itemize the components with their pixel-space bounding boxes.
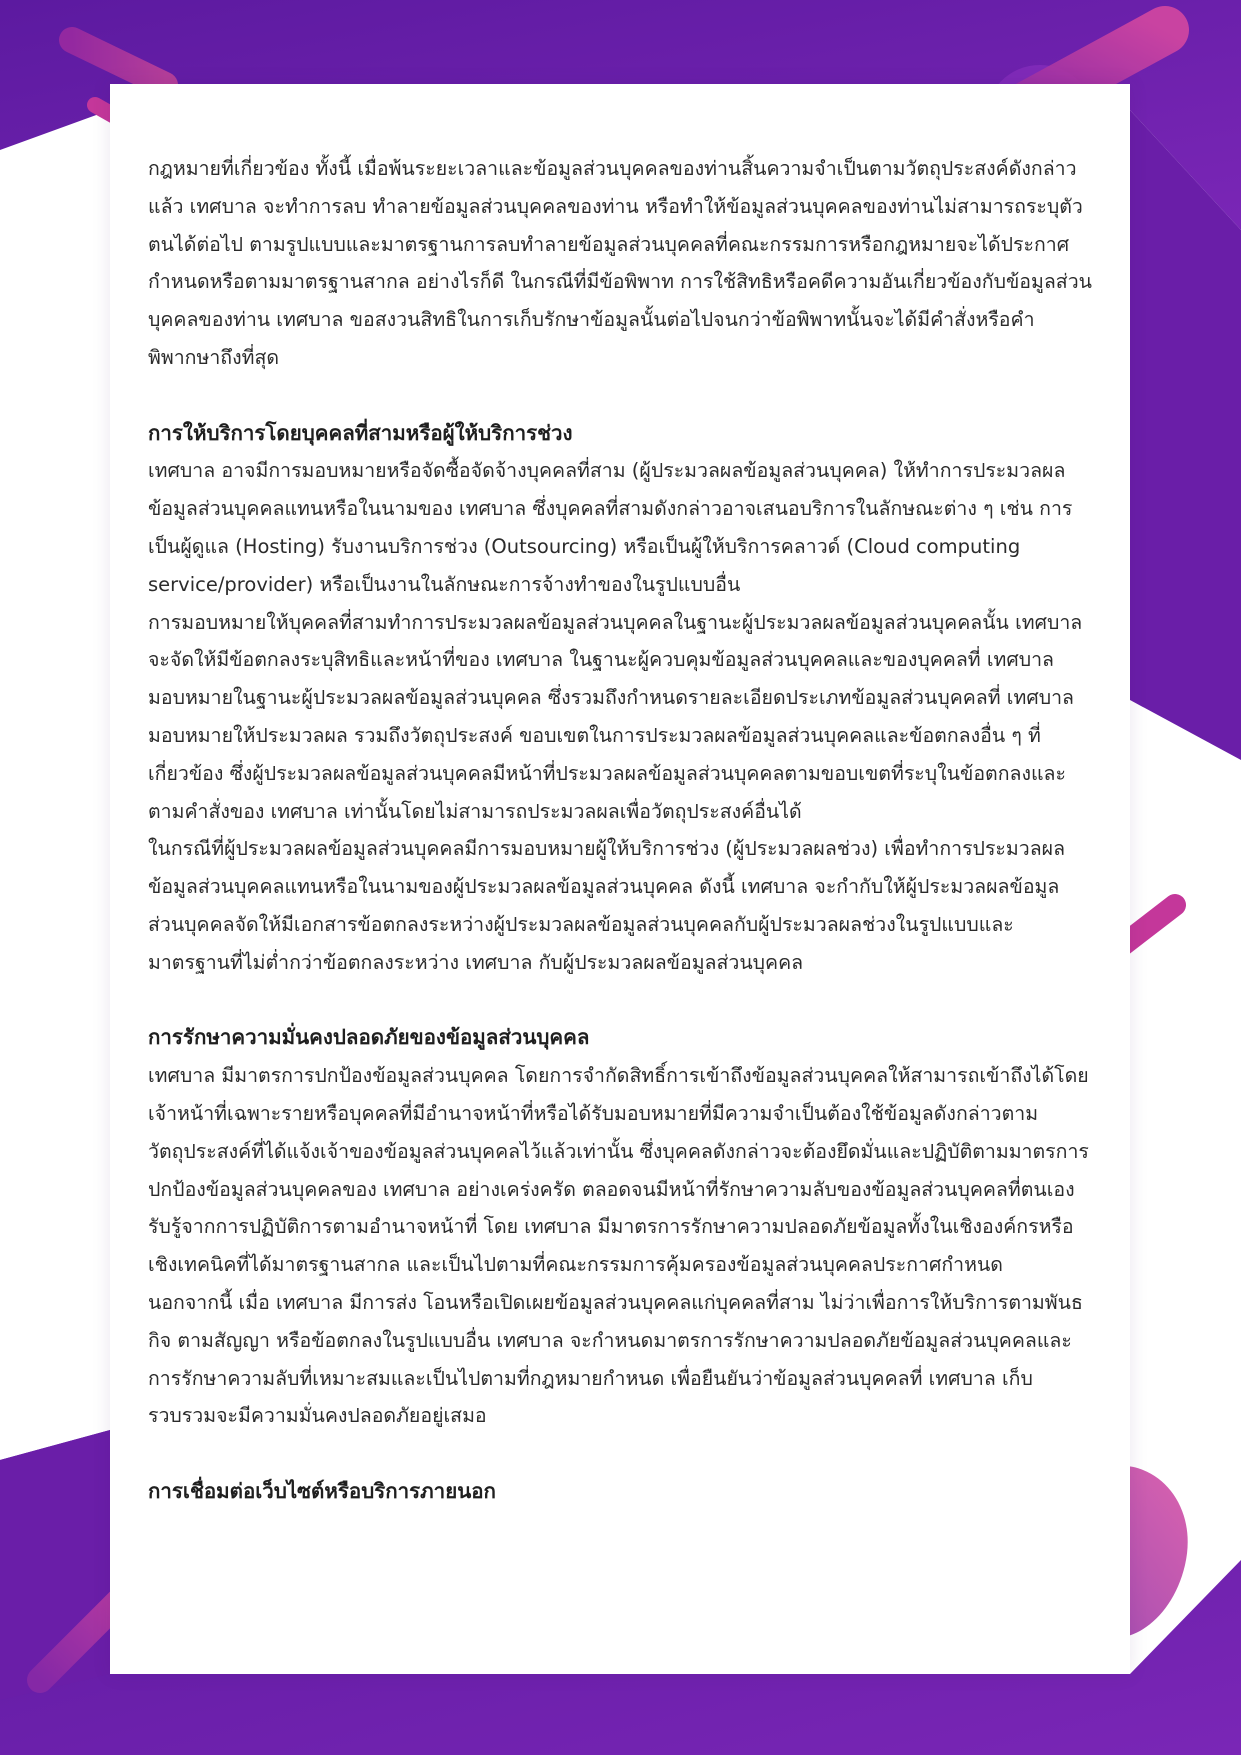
paragraph: เทศบาล อาจมีการมอบหมายหรือจัดซื้อจัดจ้างบุคคลที่สาม (ผู้ประมวลผลข้อมูลส่วนบุคคล) ให้ทำการประมวลผลข้อมูลส่วนบุคคลแทนหรือในนามของ เทศบาล ซึ่งบุคคลที่สามดังกล่าวอาจเสนอบริการในลักษณะต่าง ๆ เช่น การเป็นผู้ดูแล (Hosting) รับงานบริการช่วง (Outsourcing) หรือเป็นผู้ให้บริการคลาวด์ (Cloud computing service/provider) หรือเป็นงานในลักษณะการจ้างทำของในรูปแบบอื่น <box>148 459 1073 596</box>
paragraph: การมอบหมายให้บุคคลที่สามทำการประมวลผลข้อมูลส่วนบุคคลในฐานะผู้ประมวลผลข้อมูลส่วนบุคคลนั้น เทศบาล จะจัดให้มีข้อตกลงระบุสิทธิและหน้าที่ของ เทศบาล ในฐานะผู้ควบคุมข้อมูลส่วนบุคคลและของบุคคลที่ เทศบาล มอบหมายในฐานะผู้ประมวลผลข้อมูลส่วนบุคคล ซึ่งรวมถึงกำหนดรายละเอียดประเภทข้อมูลส่วนบุคคลที่ เทศบาล มอบหมายให้ประมวลผล รวมถึงวัตถุประสงค์ ขอบเขตในการประมวลผลข้อมูลส่วนบุคคลและข้อตกลงอื่น ๆ ที่เกี่ยวข้อง ซึ่งผู้ประมวลผลข้อมูลส่วนบุคคลมีหน้าที่ประมวลผลข้อมูลส่วนบุคคลตามขอบเขตที่ระบุในข้อตกลงและตามคำสั่งของ เทศบาล เท่านั้นโดยไม่สามารถประมวลผลเพื่อวัตถุประสงค์อื่นได้ <box>148 610 1083 823</box>
paragraph: ในกรณีที่ผู้ประมวลผลข้อมูลส่วนบุคคลมีการมอบหมายผู้ให้บริการช่วง (ผู้ประมวลผลช่วง) เพื่อทำการประมวลผลข้อมูลส่วนบุคคลแทนหรือในนามของผู้ประมวลผลข้อมูลส่วนบุคคล ดังนี้ เทศบาล จะกำกับให้ผู้ประมวลผลข้อมูลส่วนบุคคลจัดให้มีเอกสารข้อตกลงระหว่างผู้ประมวลผลข้อมูลส่วนบุคคลกับผู้ประมวลผลช่วงในรูปแบบและมาตรฐานที่ไม่ต่ำกว่าข้อตกลงระหว่าง เทศบาล กับผู้ประมวลผลข้อมูลส่วนบุคคล <box>148 837 1066 974</box>
section-heading-outsourcing: การให้บริการโดยบุคคลที่สามหรือผู้ให้บริการช่วง <box>148 420 573 445</box>
section-heading-external: การเชื่อมต่อเว็บไซต์หรือบริการภายนอก <box>148 1478 496 1503</box>
section-heading-security: การรักษาความมั่นคงปลอดภัยของข้อมูลส่วนบุคคล <box>148 1025 590 1050</box>
paragraph: นอกจากนี้ เมื่อ เทศบาล มีการส่ง โอนหรือเปิดเผยข้อมูลส่วนบุคคลแก่บุคคลที่สาม ไม่ว่าเพื่อการให้บริการตามพันธกิจ ตามสัญญา หรือข้อตกลงในรูปแบบอื่น เทศบาล จะกำหนดมาตรการรักษาความปลอดภัยข้อมูลส่วนบุคคลและการรักษาความลับที่เหมาะสมและเป็นไปตามที่กฎหมายกำหนด เพื่อยืนยันว่าข้อมูลส่วนบุคคลที่ เทศบาล เก็บรวบรวมจะมีความมั่นคงปลอดภัยอยู่เสมอ <box>148 1290 1083 1428</box>
document-body <box>148 150 1093 1511</box>
paragraph: เทศบาล มีมาตรการปกป้องข้อมูลส่วนบุคคล โดยการจำกัดสิทธิ์การเข้าถึงข้อมูลส่วนบุคคลให้สามารถเข้าถึงได้โดยเจ้าหน้าที่เฉพาะรายหรือบุคคลที่มีอำนาจหน้าที่หรือได้รับมอบหมายที่มีความจำเป็นต้องใช้ข้อมูลดังกล่าวตามวัตถุประสงค์ที่ได้แจ้งเจ้าของข้อมูลส่วนบุคคลไว้แล้วเท่านั้น ซึ่งบุคคลดังกล่าวจะต้องยึดมั่นและปฏิบัติตามมาตรการปกป้องข้อมูลส่วนบุคคลของ เทศบาล อย่างเคร่งครัด ตลอดจนมีหน้าที่รักษาความลับของข้อมูลส่วนบุคคลที่ตนเองรับรู้จากการปฏิบัติการตามอำนาจหน้าที่ โดย เทศบาล มีมาตรการรักษาความปลอดภัยข้อมูลทั้งในเชิงองค์กรหรือเชิงเทคนิคที่ได้มาตรฐานสากล และเป็นไปตามที่คณะกรรมการคุ้มครองข้อมูลส่วนบุคคลประกาศกำหนด <box>148 1064 1089 1277</box>
paragraph: กฎหมายที่เกี่ยวข้อง ทั้งนี้ เมื่อพ้นระยะเวลาและข้อมูลส่วนบุคคลของท่านสิ้นความจำเป็นตามวัตถุประสงค์ดังกล่าวแล้ว เทศบาล จะทำการลบ ทำลายข้อมูลส่วนบุคคลของท่าน หรือทำให้ข้อมูลส่วนบุคคลของท่านไม่สามารถระบุตัวตนได้ต่อไป ตามรูปแบบและมาตรฐานการลบทำลายข้อมูลส่วนบุคคลที่คณะกรรมการหรือกฎหมายจะได้ประกาศกำหนดหรือตามมาตรฐานสากล อย่างไรก็ดี ในกรณีที่มีข้อพิพาท การใช้สิทธิหรือคดีความอันเกี่ยวข้องกับข้อมูลส่วนบุคคลของท่าน เทศบาล ขอสงวนสิทธิในการเก็บรักษาข้อมูลนั้นต่อไปจนกว่าข้อพิพาทนั้นจะได้มีคำสั่งหรือคำพิพากษาถึงที่สุด <box>148 157 1092 369</box>
